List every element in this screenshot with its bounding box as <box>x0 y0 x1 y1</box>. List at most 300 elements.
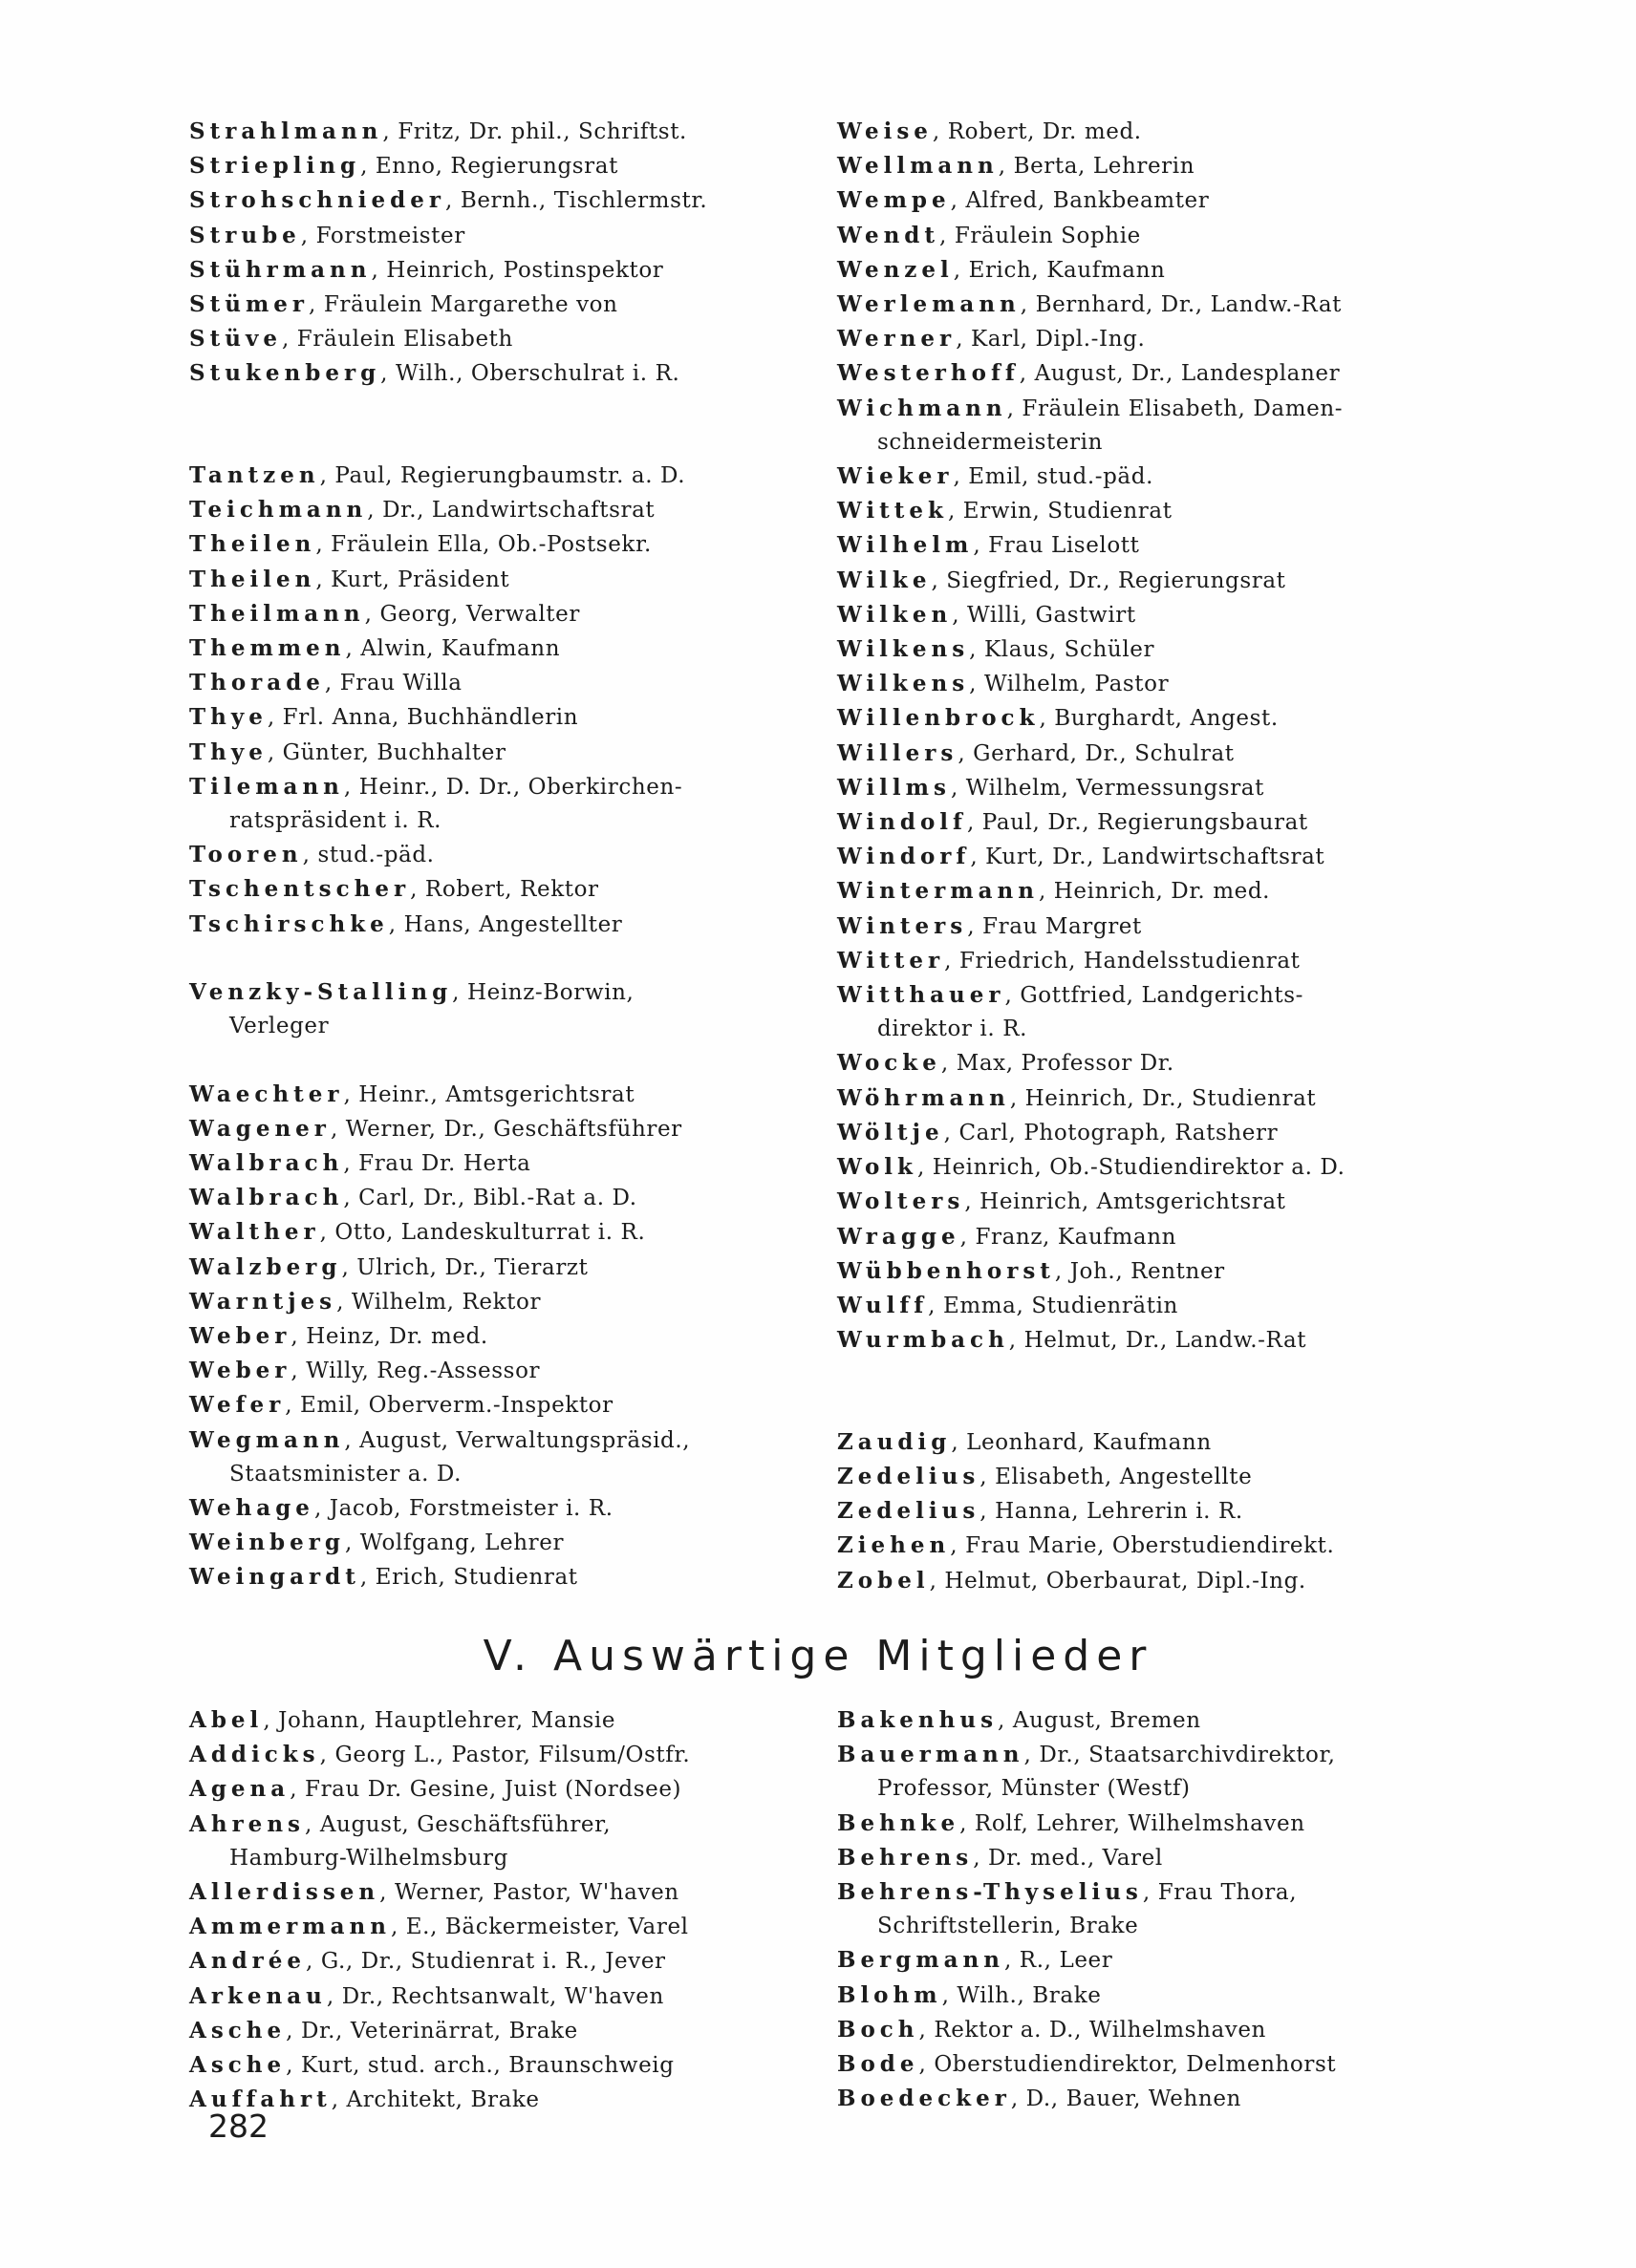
member-entry <box>837 528 1449 563</box>
member-details: , Dr. med., Varel <box>973 1845 1163 1871</box>
member-details: , Frau Marie, Oberstudiendirekt. <box>950 1533 1335 1559</box>
member-details: , Fräulein Elisabeth, Damen- <box>1006 396 1344 421</box>
member-details: , Heinrich, Dr., Studienrat <box>1009 1085 1317 1111</box>
member-surname: Wübbenhorst <box>837 1257 1055 1284</box>
list-spacer <box>837 1358 1449 1391</box>
member-details: , Fräulein Elisabeth <box>281 327 513 353</box>
member-entry <box>189 1388 801 1423</box>
member-details: , G., Dr., Studienrat i. R., Jever <box>306 1949 666 1975</box>
member-surname: Waechter <box>189 1081 344 1107</box>
member-surname: Stüve <box>189 326 282 353</box>
member-entry <box>837 1494 1449 1529</box>
member-surname: Wintermann <box>837 878 1039 905</box>
member-entry <box>837 840 1449 874</box>
member-entry <box>189 322 801 356</box>
member-details: , Erwin, Studienrat <box>947 499 1173 524</box>
member-details: , Wilh., Oberschulrat i. R. <box>380 361 680 387</box>
member-surname: Ammermann <box>189 1914 391 1940</box>
member-entry <box>189 115 801 149</box>
member-details: , Bernhard, Dr., Landw.-Rat <box>1020 292 1342 318</box>
member-entry <box>189 459 801 493</box>
member-entry <box>837 356 1449 391</box>
member-details: , Oberstudiendirektor, Delmenhorst <box>918 2052 1337 2078</box>
member-details: , Siegfried, Dr., Regierungsrat <box>931 567 1286 593</box>
member-surname: Warntjes <box>189 1288 337 1315</box>
member-details: , Gerhard, Dr., Schulrat <box>958 740 1235 766</box>
member-surname: Walther <box>189 1219 320 1246</box>
member-details: , Hanna, Lehrerin i. R. <box>979 1499 1243 1525</box>
member-details: , Bernh., Tischlermstr. <box>445 188 708 214</box>
column-top-left <box>189 115 801 1595</box>
member-details: , Georg, Verwalter <box>364 601 580 627</box>
member-surname: Weise <box>837 118 933 144</box>
member-surname: Willenbrock <box>837 705 1040 732</box>
member-surname: Behrens-Thyselius <box>837 1879 1143 1906</box>
member-surname: Wittek <box>837 498 948 524</box>
member-surname: Weinberg <box>189 1530 345 1556</box>
member-details: , Leonhard, Kaufmann <box>951 1429 1212 1455</box>
member-surname: Wehage <box>189 1495 314 1522</box>
member-entry <box>837 1425 1449 1460</box>
member-details: , Robert, Rektor <box>410 877 599 903</box>
member-details: , Berta, Lehrerin <box>998 154 1195 180</box>
member-surname: Theilmann <box>189 600 365 627</box>
member-surname: Werner <box>837 326 957 353</box>
member-entry <box>189 1112 801 1146</box>
member-details: , Rektor a. D., Wilhelmshaven <box>918 2017 1266 2043</box>
member-entry <box>189 1979 801 2014</box>
member-details-continued <box>189 804 801 838</box>
member-details: , Wilh., Brake <box>941 1982 1102 2008</box>
member-details: , R., Leer <box>1003 1948 1113 1974</box>
member-surname: Wagener <box>189 1115 331 1142</box>
member-entry <box>189 1181 801 1215</box>
member-entry <box>837 115 1449 149</box>
member-surname: Wragge <box>837 1223 960 1250</box>
member-surname: Tantzen <box>189 462 320 488</box>
member-surname: Westerhoff <box>837 360 1020 387</box>
member-details: , Johann, Hauptlehrer, Mansie <box>263 1708 616 1733</box>
member-entry <box>189 1526 801 1560</box>
member-details: , Wilhelm, Rektor <box>336 1289 542 1315</box>
member-entry <box>189 1875 801 1910</box>
list-spacer <box>189 942 801 975</box>
list-spacer <box>837 1392 1449 1425</box>
member-surname: Strohschnieder <box>189 187 446 214</box>
member-surname: Wilkens <box>837 671 970 697</box>
member-entry <box>189 1703 801 1738</box>
member-entry <box>837 1841 1449 1875</box>
member-surname: Blohm <box>837 1981 942 2008</box>
member-entry <box>189 1354 801 1388</box>
member-entry <box>837 1046 1449 1081</box>
member-details: , Georg L., Pastor, Filsum/Ostfr. <box>319 1743 691 1768</box>
member-entry <box>189 770 801 804</box>
member-details: , Elisabeth, Angestellte <box>979 1464 1253 1489</box>
member-details-continued <box>837 1910 1449 1943</box>
member-entry <box>189 1738 801 1772</box>
member-entry <box>837 737 1449 771</box>
member-details: , Heinr., Amtsgerichtsrat <box>343 1081 635 1107</box>
member-entry <box>837 183 1449 218</box>
member-details: , Frau Dr. Gesine, Juist (Nordsee) <box>290 1777 682 1803</box>
member-surname: Willers <box>837 739 958 766</box>
member-surname: Weber <box>189 1358 291 1384</box>
section-title: V. Auswärtige Mitglieder <box>483 1632 1153 1680</box>
member-entry <box>837 944 1449 978</box>
member-details: , Heinrich, Ob.-Studiendirektor a. D. <box>916 1155 1345 1181</box>
member-surname: Stukenberg <box>189 360 381 387</box>
member-surname: Windorf <box>837 844 971 870</box>
member-details: , August, Geschäftsführer, <box>305 1811 612 1837</box>
member-entry <box>189 908 801 942</box>
member-details: , Paul, Regierungbaumstr. a. D. <box>319 463 686 488</box>
member-details: , Dr., Landwirtschaftsrat <box>367 498 656 524</box>
member-surname: Wolk <box>837 1154 917 1181</box>
member-details-continued <box>837 426 1449 460</box>
member-surname: Bakenhus <box>837 1707 999 1733</box>
list-spacer <box>189 425 801 459</box>
member-details: , Kurt, Dr., Landwirtschaftsrat <box>970 845 1325 870</box>
member-entry <box>189 2048 801 2083</box>
member-entry <box>837 1116 1449 1150</box>
member-surname: Wilken <box>837 601 953 628</box>
member-details: , Heinrich, Dr. med. <box>1038 879 1271 905</box>
member-details: , Wilhelm, Vermessungsrat <box>950 775 1264 801</box>
member-surname: Wellmann <box>837 153 999 180</box>
member-details: , Willy, Reg.-Assessor <box>291 1359 541 1384</box>
member-entry <box>837 1081 1449 1116</box>
member-details-continued <box>189 1458 801 1491</box>
member-entry <box>837 564 1449 598</box>
member-surname: Strube <box>189 222 301 248</box>
member-surname: Wöltje <box>837 1119 944 1145</box>
member-details: , August, Dr., Landesplaner <box>1019 361 1341 387</box>
member-details: , Emil, Oberverm.-Inspektor <box>285 1393 614 1419</box>
member-surname: Tooren <box>189 842 303 868</box>
member-surname: Weber <box>189 1323 291 1350</box>
member-entry <box>189 219 801 253</box>
member-surname: Bauermann <box>837 1742 1024 1768</box>
member-entry <box>837 460 1449 494</box>
member-entry <box>189 1423 801 1458</box>
member-details: , Fritz, Dr. phil., Schriftst. <box>382 119 687 144</box>
member-surname: Behnke <box>837 1809 960 1836</box>
member-surname: Asche <box>189 2052 287 2079</box>
member-entry <box>837 149 1449 183</box>
member-surname: Wurmbach <box>837 1327 1009 1354</box>
member-entry <box>837 2013 1449 2047</box>
member-surname: Wegmann <box>189 1426 345 1453</box>
member-surname: Asche <box>189 2017 287 2043</box>
member-details: , stud.-päd. <box>302 843 435 868</box>
member-surname: Tschirschke <box>189 910 389 937</box>
member-details-continuation: Verleger <box>229 1014 330 1039</box>
member-entry <box>837 1979 1449 2013</box>
member-details-continuation: Schriftstellerin, Brake <box>877 1914 1139 1939</box>
member-details: , Ulrich, Dr., Tierarzt <box>341 1254 589 1280</box>
member-surname: Stümer <box>189 291 310 318</box>
member-entry <box>189 1808 801 1842</box>
member-surname: Zobel <box>837 1567 930 1594</box>
member-entry <box>837 771 1449 805</box>
member-surname: Wefer <box>189 1392 286 1419</box>
member-surname: Wilhelm <box>837 532 974 559</box>
member-details-continuation: Hamburg-Wilhelmsburg <box>229 1845 508 1871</box>
member-details: , Frau Dr. Herta <box>343 1151 531 1177</box>
member-entry <box>189 493 801 527</box>
member-details: , Frl. Anna, Buchhändlerin <box>267 705 579 731</box>
member-entry <box>837 322 1449 356</box>
member-entry <box>837 1185 1449 1219</box>
member-surname: Windolf <box>837 809 967 836</box>
member-entry <box>837 2082 1449 2116</box>
member-surname: Wöhrmann <box>837 1084 1010 1111</box>
member-surname: Walzberg <box>189 1253 342 1280</box>
member-entry <box>837 219 1449 253</box>
member-surname: Zaudig <box>837 1428 952 1455</box>
member-details: , Werner, Dr., Geschäftsführer <box>330 1116 682 1142</box>
member-details: , Heinz-Borwin, <box>452 980 635 1006</box>
member-details-continued <box>189 1842 801 1875</box>
page-number: 282 <box>208 2108 269 2145</box>
member-details: , Helmut, Dr., Landw.-Rat <box>1008 1328 1307 1354</box>
member-details-continued <box>837 1772 1449 1806</box>
member-entry <box>837 874 1449 909</box>
member-details: , Klaus, Schüler <box>969 637 1155 663</box>
member-surname: Allerdissen <box>189 1879 380 1906</box>
member-details: , Heinrich, Postinspektor <box>371 257 664 283</box>
member-details-continuation: Staatsminister a. D. <box>229 1461 463 1487</box>
member-entry <box>837 288 1449 322</box>
member-details: , Hans, Angestellter <box>388 911 623 937</box>
member-surname: Addicks <box>189 1742 320 1768</box>
member-surname: Willms <box>837 774 951 801</box>
member-details: , Heinr., D. Dr., Oberkirchen- <box>343 774 683 800</box>
member-details: , Helmut, Oberbaurat, Dipl.-Ing. <box>929 1568 1306 1594</box>
member-details: , Alfred, Bankbeamter <box>950 188 1210 214</box>
member-details: , Werner, Pastor, W'haven <box>379 1880 679 1906</box>
member-entry <box>837 392 1449 426</box>
member-details: , Gottfried, Landgerichts- <box>1004 983 1303 1009</box>
member-details: , Fräulein Sophie <box>939 223 1141 248</box>
member-surname: Thorade <box>189 670 325 696</box>
member-entry <box>189 1560 801 1594</box>
member-details: , Emil, stud.-päd. <box>953 464 1153 490</box>
member-surname: Behrens <box>837 1844 974 1871</box>
member-surname: Tilemann <box>189 773 344 800</box>
member-surname: Thye <box>189 704 268 731</box>
column-bottom-left <box>189 1703 801 2117</box>
member-details: , Erich, Kaufmann <box>953 257 1166 283</box>
member-entry <box>189 666 801 700</box>
list-spacer <box>189 392 801 425</box>
member-entry <box>837 2047 1449 2082</box>
member-details: , Emma, Studienrätin <box>928 1293 1178 1318</box>
member-surname: Boedecker <box>837 2086 1011 2112</box>
member-surname: Walbrach <box>189 1150 344 1177</box>
member-entry <box>837 1150 1449 1185</box>
member-details: , Carl, Photograph, Ratsherr <box>943 1120 1279 1145</box>
member-entry <box>837 598 1449 632</box>
member-details: , Wolfgang, Lehrer <box>344 1530 565 1556</box>
member-details-continuation: schneidermeisterin <box>877 429 1104 455</box>
member-details: , Franz, Kaufmann <box>959 1224 1177 1250</box>
member-surname: Striepling <box>189 153 361 180</box>
list-spacer <box>189 1043 801 1077</box>
member-details: , Carl, Dr., Bibl.-Rat a. D. <box>343 1186 637 1211</box>
member-entry <box>189 2083 801 2117</box>
member-entry <box>189 2014 801 2048</box>
member-details: , Günter, Buchhalter <box>267 739 506 765</box>
member-details: , Joh., Rentner <box>1054 1258 1225 1284</box>
member-entry <box>837 1460 1449 1494</box>
member-entry <box>189 1146 801 1181</box>
member-entry <box>837 1564 1449 1598</box>
member-surname: Themmen <box>189 635 346 662</box>
member-surname: Wendt <box>837 222 940 248</box>
member-surname: Witter <box>837 947 945 974</box>
member-entry <box>837 1254 1449 1289</box>
member-entry <box>189 288 801 322</box>
member-details-continuation: Professor, Münster (Westf) <box>877 1776 1191 1802</box>
member-entry <box>189 700 801 735</box>
member-surname: Stührmann <box>189 256 372 283</box>
member-entry <box>189 1772 801 1807</box>
member-details: , Heinrich, Amtsgerichtsrat <box>964 1189 1286 1215</box>
member-entry <box>837 909 1449 944</box>
member-entry <box>837 1703 1449 1738</box>
member-entry <box>189 527 801 562</box>
member-details-continuation: ratspräsident i. R. <box>229 808 442 834</box>
member-surname: Bode <box>837 2051 919 2078</box>
member-entry <box>837 667 1449 701</box>
member-details: , Robert, Dr. med. <box>932 119 1142 144</box>
member-entry <box>189 1910 801 1944</box>
member-entry <box>837 1943 1449 1978</box>
member-surname: Wilke <box>837 567 932 593</box>
member-surname: Theilen <box>189 531 316 558</box>
column-top-right <box>837 115 1449 1598</box>
member-surname: Winters <box>837 912 968 939</box>
member-details: , Max, Professor Dr. <box>940 1051 1174 1077</box>
member-entry <box>189 356 801 391</box>
member-surname: Tschentscher <box>189 876 411 903</box>
member-entry <box>189 1491 801 1526</box>
member-entry <box>837 1289 1449 1323</box>
member-entry <box>837 1738 1449 1772</box>
member-details: , Enno, Regierungsrat <box>360 154 618 180</box>
member-surname: Walbrach <box>189 1185 344 1211</box>
member-entry <box>189 1944 801 1979</box>
member-details: , Dr., Staatsarchivdirektor, <box>1023 1743 1336 1768</box>
member-details: , Frau Liselott <box>973 533 1140 559</box>
member-entry <box>189 1319 801 1354</box>
column-bottom-right <box>837 1703 1449 2116</box>
member-details: , Fräulein Ella, Ob.-Postsekr. <box>315 532 652 558</box>
member-surname: Wenzel <box>837 256 954 283</box>
member-details: , E., Bäckermeister, Varel <box>390 1915 689 1940</box>
member-surname: Zedelius <box>837 1463 980 1489</box>
member-entry <box>189 736 801 770</box>
member-details: , Otto, Landeskulturrat i. R. <box>319 1220 646 1246</box>
member-surname: Wocke <box>837 1050 941 1077</box>
member-entry <box>189 253 801 288</box>
member-entry <box>189 838 801 872</box>
member-details: , Frau Willa <box>324 671 463 696</box>
member-entry <box>189 975 801 1010</box>
member-surname: Wempe <box>837 187 951 214</box>
member-details: , Jacob, Forstmeister i. R. <box>313 1496 614 1522</box>
member-details: , Kurt, Präsident <box>315 567 510 592</box>
member-surname: Thye <box>189 738 268 765</box>
member-entry <box>189 149 801 183</box>
member-details: , Dr., Rechtsanwalt, W'haven <box>326 1983 664 2009</box>
member-entry <box>837 1323 1449 1358</box>
member-details-continued <box>189 1010 801 1043</box>
member-details: , Erich, Studienrat <box>359 1565 578 1591</box>
member-entry <box>189 1078 801 1112</box>
member-entry <box>837 805 1449 840</box>
member-details: , Frau Thora, <box>1142 1880 1298 1906</box>
member-surname: Arkenau <box>189 1982 327 2009</box>
member-entry <box>837 1807 1449 1841</box>
member-details-continuation: direktor i. R. <box>877 1016 1028 1042</box>
member-entry <box>837 701 1449 736</box>
member-details: , Heinz, Dr. med. <box>291 1324 488 1350</box>
member-entry <box>837 1529 1449 1563</box>
member-surname: Venzky-Stalling <box>189 979 453 1006</box>
member-details: , Architekt, Brake <box>331 2087 540 2113</box>
member-surname: Werlemann <box>837 291 1021 318</box>
member-surname: Ziehen <box>837 1532 951 1559</box>
member-details: , Burghardt, Angest. <box>1039 706 1279 732</box>
member-details: , Friedrich, Handelsstudienrat <box>944 948 1301 974</box>
member-entry <box>189 1251 801 1285</box>
member-entry <box>189 563 801 597</box>
member-surname: Abel <box>189 1707 264 1733</box>
member-details: , Kurt, stud. arch., Braunschweig <box>286 2053 675 2079</box>
member-surname: Ahrens <box>189 1810 305 1837</box>
member-entry <box>837 494 1449 528</box>
member-details: , August, Bremen <box>998 1708 1201 1733</box>
member-entry <box>189 1285 801 1319</box>
member-details: , Karl, Dipl.-Ing. <box>956 327 1146 353</box>
member-surname: Witthauer <box>837 982 1005 1009</box>
member-details: , Wilhelm, Pastor <box>969 672 1170 697</box>
member-surname: Agena <box>189 1776 291 1803</box>
member-details: , Willi, Gastwirt <box>952 602 1136 628</box>
member-details: , Forstmeister <box>300 223 465 248</box>
member-details: , Paul, Dr., Regierungsbaurat <box>966 810 1308 836</box>
member-details: , D., Bauer, Wehnen <box>1010 2086 1241 2112</box>
member-surname: Wolters <box>837 1188 965 1215</box>
member-surname: Wieker <box>837 463 954 490</box>
member-surname: Wilkens <box>837 636 970 663</box>
member-details: , August, Verwaltungspräsid., <box>344 1427 691 1453</box>
member-surname: Strahlmann <box>189 118 383 144</box>
member-entry <box>189 631 801 666</box>
member-entry <box>189 597 801 631</box>
member-surname: Weingardt <box>189 1564 360 1591</box>
member-entry <box>837 978 1449 1013</box>
member-details: , Alwin, Kaufmann <box>345 636 561 662</box>
member-entry <box>837 632 1449 667</box>
member-details: , Rolf, Lehrer, Wilhelmshaven <box>959 1810 1305 1836</box>
member-details: , Dr., Veterinärrat, Brake <box>286 2018 578 2043</box>
member-surname: Andrée <box>189 1948 307 1975</box>
member-details: , Fräulein Margarethe von <box>309 292 618 318</box>
